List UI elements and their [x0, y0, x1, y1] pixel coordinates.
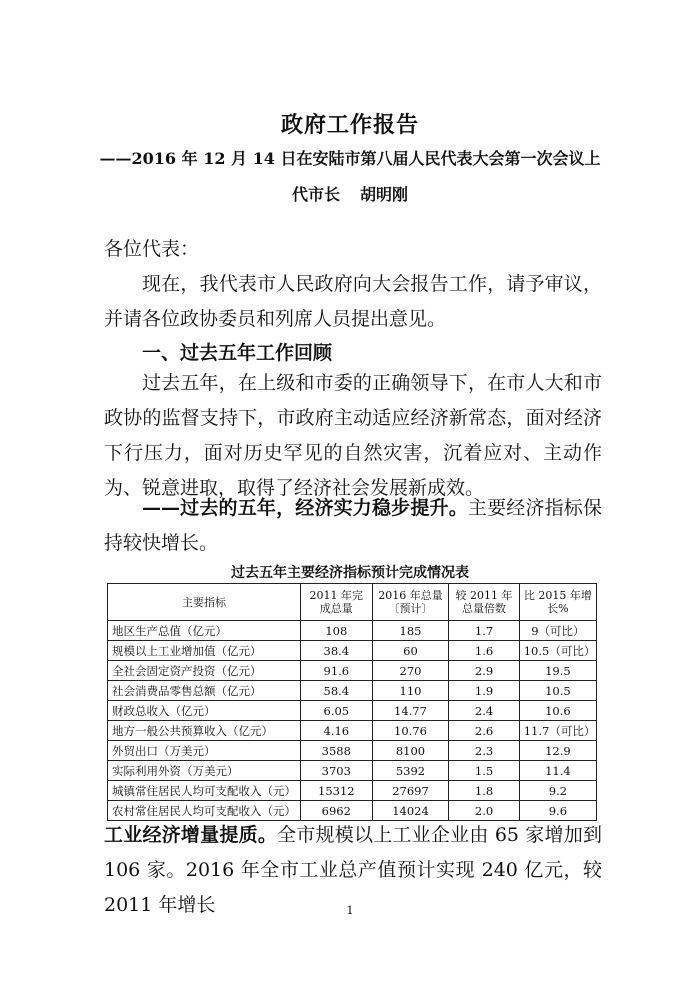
table-header-cell: 较 2011 年总量倍数	[449, 584, 519, 621]
table-cell: 19.5	[519, 661, 596, 681]
table-cell: 38.4	[301, 641, 373, 661]
table-cell: 1.9	[449, 681, 519, 701]
table-header-cell: 2016 年总量〔预计〕	[372, 584, 449, 621]
table-cell: 5392	[372, 761, 449, 781]
table-cell: 8100	[372, 741, 449, 761]
table-title: 过去五年主要经济指标预计完成情况表	[231, 565, 469, 581]
table-header-cell: 主要指标	[108, 584, 301, 621]
table-row	[108, 741, 597, 761]
table-cell: 1.6	[449, 641, 519, 661]
table-cell: 91.6	[301, 661, 373, 681]
table-cell: 110	[372, 681, 449, 701]
table-cell: 9.2	[519, 781, 596, 801]
paragraph-intro: 现在，我代表市人民政府向大会报告工作，请予审议，并请各位政协委员和列席人员提出意见。	[104, 273, 602, 330]
table-cell: 185	[372, 621, 449, 641]
table-cell: 9.6	[519, 801, 596, 821]
table-cell: 4.16	[301, 721, 373, 741]
table-cell: 1.7	[449, 621, 519, 641]
paragraph-review: 过去五年，在上级和市委的正确领导下，在市人大和市政协的监督支持下，市政府主动适应经济新常态，面对经济下行压力，面对历史罕见的自然灾害，沉着应对、主动作为、锐意进取，取得了经济社会发展新成效。	[104, 372, 602, 499]
table-cell: 58.4	[301, 681, 373, 701]
table-cell: 10.5（可比）	[519, 641, 596, 661]
table-cell: 6962	[301, 801, 373, 821]
table-header-cell: 比 2015 年增长%	[519, 584, 596, 621]
table-cell: 14.77	[372, 701, 449, 721]
indicator-name-cell: 地方一般公共预算收入（亿元）	[108, 721, 301, 741]
indicator-name-cell: 规模以上工业增加值（亿元）	[108, 641, 301, 661]
table-cell: 2.9	[449, 661, 519, 681]
table-cell: 3588	[301, 741, 373, 761]
table-cell: 15312	[301, 781, 373, 801]
table-cell: 12.9	[519, 741, 596, 761]
table-row	[108, 681, 597, 701]
table-header-cell: 2011 年完成总量	[301, 584, 373, 621]
indicator-name-cell: 外贸出口（万美元）	[108, 741, 301, 761]
paragraph-economy-rest: 主要经济指标保持较快增长。	[104, 497, 602, 554]
table-cell: 3703	[301, 761, 373, 781]
table-row	[108, 761, 597, 781]
paragraph-economy-lead: ——过去的五年，经济实力稳步提升。	[142, 497, 468, 519]
table-cell: 2.6	[449, 721, 519, 741]
indicator-name-cell: 全社会固定资产投资（亿元）	[108, 661, 301, 681]
table-cell: 6.05	[301, 701, 373, 721]
table-cell: 2.3	[449, 741, 519, 761]
table-row	[108, 641, 597, 661]
greeting: 各位代表：	[104, 238, 200, 260]
indicators-table	[107, 583, 597, 821]
table-cell: 10.6	[519, 701, 596, 721]
table-row	[108, 781, 597, 801]
table-cell: 2.4	[449, 701, 519, 721]
author-line	[0, 182, 700, 205]
table-cell: 9（可比）	[519, 621, 596, 641]
page-number: 1	[346, 904, 354, 917]
table-cell: 1.8	[449, 781, 519, 801]
table-row	[108, 661, 597, 681]
table-cell: 108	[301, 621, 373, 641]
table-cell: 27697	[372, 781, 449, 801]
table-cell: 14024	[372, 801, 449, 821]
indicator-name-cell: 实际利用外资（万美元）	[108, 761, 301, 781]
table-cell: 1.5	[449, 761, 519, 781]
page-subtitle: ——2016 年 12 月 14 日在安陆市第八届人民代表大会第一次会议上	[99, 149, 601, 168]
table-cell: 60	[372, 641, 449, 661]
indicator-name-cell: 地区生产总值（亿元）	[108, 621, 301, 641]
indicator-name-cell: 社会消费品零售总额（亿元）	[108, 681, 301, 701]
paragraph-industry-lead: 工业经济增量提质。	[104, 824, 278, 846]
table-row	[108, 701, 597, 721]
indicator-name-cell: 财政总收入（亿元）	[108, 701, 301, 721]
table-header-row	[108, 584, 597, 621]
section-heading: 一、过去五年工作回顾	[142, 342, 333, 364]
table-cell: 10.76	[372, 721, 449, 741]
indicator-name-cell: 城镇常住居民人均可支配收入（元）	[108, 781, 301, 801]
table-cell: 11.4	[519, 761, 596, 781]
table-cell: 270	[372, 661, 449, 681]
author-name: 胡明刚	[360, 185, 409, 204]
paragraph-economy	[104, 491, 602, 561]
paragraph-industry-rest: 全市规模以上工业企业由 65 家增加到 106 家。2016 年全市工业总产值预计实现 240 亿元，较 2011 年增长	[104, 824, 602, 916]
table-row	[108, 621, 597, 641]
page-title: 政府工作报告	[280, 112, 419, 138]
author-role: 代市长	[291, 185, 340, 204]
indicator-name-cell: 农村常住居民人均可支配收入（元）	[108, 801, 301, 821]
table-row	[108, 721, 597, 741]
table-cell: 2.0	[449, 801, 519, 821]
table-cell: 10.5	[519, 681, 596, 701]
table-cell: 11.7（可比）	[519, 721, 596, 741]
